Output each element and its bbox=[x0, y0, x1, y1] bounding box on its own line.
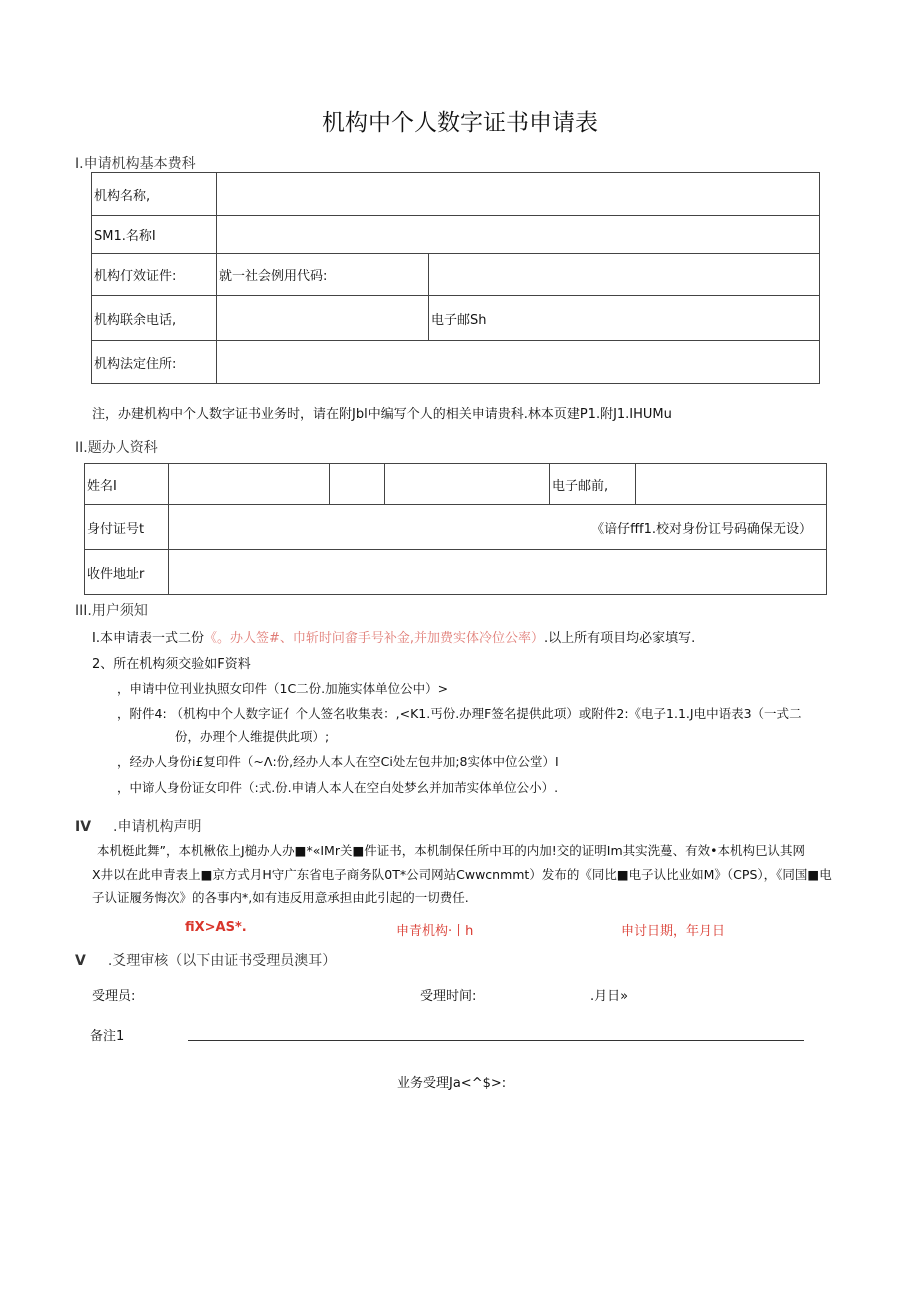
section-1-note: 注，办建机构中个人数字证书业务时，请在附Jbl中编写个人的相关申请贵科.林本页建P1.附J1.IHUMu bbox=[92, 407, 672, 422]
institution-seal-label: 申青机构·丨h bbox=[396, 924, 474, 939]
declaration-line-3: 子认证履务悔次》的各事内*,如有违反用意承担由此引起的一切费任. bbox=[92, 890, 469, 905]
agent-signature-label: fiX>AS*. bbox=[185, 920, 247, 935]
agent-name-field-3[interactable] bbox=[385, 464, 550, 505]
notice-sub-3: ，经办人身份i£复印件（~Λ:份,经办人本人在空Ci处左包井加;8实体中位公堂）I bbox=[117, 754, 559, 769]
agent-name-field[interactable] bbox=[169, 464, 330, 505]
remark-line[interactable] bbox=[188, 1040, 804, 1041]
notice-sub-1: ，申请中位刊业执照女印件（1C二份.加施实体单位公中）> bbox=[117, 681, 449, 696]
declaration-line-1: 本机梃此舞”，本机楸依上J槌办人办■*«IMr关■件证书，本机制保任所中耳的内加!交的证明Im其实洗蔓、有效•本机构巳认其网 bbox=[97, 843, 806, 858]
institution-phone-field[interactable] bbox=[217, 296, 429, 341]
credit-code-label: 就一社会例用代码: bbox=[217, 254, 429, 296]
section-2-heading: II.题办人资科 bbox=[75, 440, 158, 456]
notice-item-1-suffix: .以上所有项目均必家填写. bbox=[544, 631, 696, 646]
section-5-heading bbox=[75, 950, 336, 970]
agent-id-hint: 《谙仔fff1.校对身份讧号码确保无设） bbox=[591, 521, 812, 537]
credit-code-field[interactable] bbox=[429, 254, 820, 296]
section-5-num: V bbox=[75, 953, 86, 969]
accept-time-label: 受理时间: bbox=[420, 989, 477, 1004]
institution-info-table bbox=[91, 172, 820, 384]
sm-name-field[interactable] bbox=[217, 216, 820, 254]
accept-date-label: .月日» bbox=[590, 989, 629, 1004]
agent-address-field[interactable] bbox=[169, 550, 827, 595]
institution-name-field[interactable] bbox=[217, 173, 820, 216]
page-title: 机构中个人数字证书申请表 bbox=[322, 110, 598, 136]
valid-cert-label: 机构仃效证件: bbox=[92, 254, 217, 296]
section-4-num: IV bbox=[75, 819, 92, 835]
notice-item-2: 2、所在机构须交验如F资料 bbox=[92, 657, 251, 672]
institution-address-field[interactable] bbox=[217, 341, 820, 384]
notice-item-1-prefix: I.本申请表一式二份 bbox=[92, 631, 204, 646]
agent-name-label: 姓名I bbox=[85, 464, 169, 505]
section-1-heading: I.申请机构基本费科 bbox=[75, 156, 196, 172]
institution-phone-label: 机构联余电话, bbox=[92, 296, 217, 341]
remark-label: 备注1 bbox=[90, 1029, 125, 1044]
institution-name-label: 机构名称, bbox=[92, 173, 217, 216]
institution-email-label: 电子邮Sh bbox=[429, 296, 820, 341]
agent-id-field[interactable] bbox=[169, 505, 827, 550]
notice-sub-2b: 份，办理个人维提供此项）; bbox=[175, 729, 330, 744]
agent-email-field[interactable] bbox=[636, 464, 827, 505]
sm-name-label: SM1.名称I bbox=[92, 216, 217, 254]
agent-email-label: 电子邮前, bbox=[550, 464, 636, 505]
institution-address-label: 机构法定住所: bbox=[92, 341, 217, 384]
notice-sub-4: ，中谛人身份证女印件（:式.份.申请人本人在空白处梦幺并加芾实体单位公小）. bbox=[117, 780, 559, 795]
agent-info-table bbox=[84, 463, 827, 595]
notice-sub-2a: ，附件4: （机构中个人数字证亻个人签名收集表：,<K1.丐份.办理F签名提供此项）或附件2:《电子1.1.J电中语表3（一式二 bbox=[117, 706, 802, 721]
declaration-line-2: X井以在此申青表上■京方式月H守广东省电子商务队0T*公司网站Cwwcnmmt）发布的《同比■电子认比业如M》（CPS），《同国■电 bbox=[92, 867, 832, 882]
agent-address-label: 收件地址r bbox=[85, 550, 169, 595]
agent-name-field-2[interactable] bbox=[330, 464, 385, 505]
section-4-text: .申请机构声明 bbox=[113, 819, 202, 835]
notice-item-1 bbox=[92, 627, 695, 646]
notice-item-1-red: 《。办人签#、巾斩时问畲手号补金,并加费实体冷位公率） bbox=[203, 631, 544, 646]
clerk-label: 受理员: bbox=[92, 989, 136, 1004]
agent-id-label: 身付证号t bbox=[85, 505, 169, 550]
section-5-text: .爻理审核（以下由证书受理员澳耳） bbox=[107, 953, 337, 969]
business-seal-label: 业务受理Ja<^$>: bbox=[397, 1076, 507, 1091]
application-date-label: 申讨日期，年月日 bbox=[621, 924, 726, 939]
section-3-heading: III.用户须知 bbox=[75, 603, 148, 619]
section-4-heading bbox=[75, 816, 202, 836]
